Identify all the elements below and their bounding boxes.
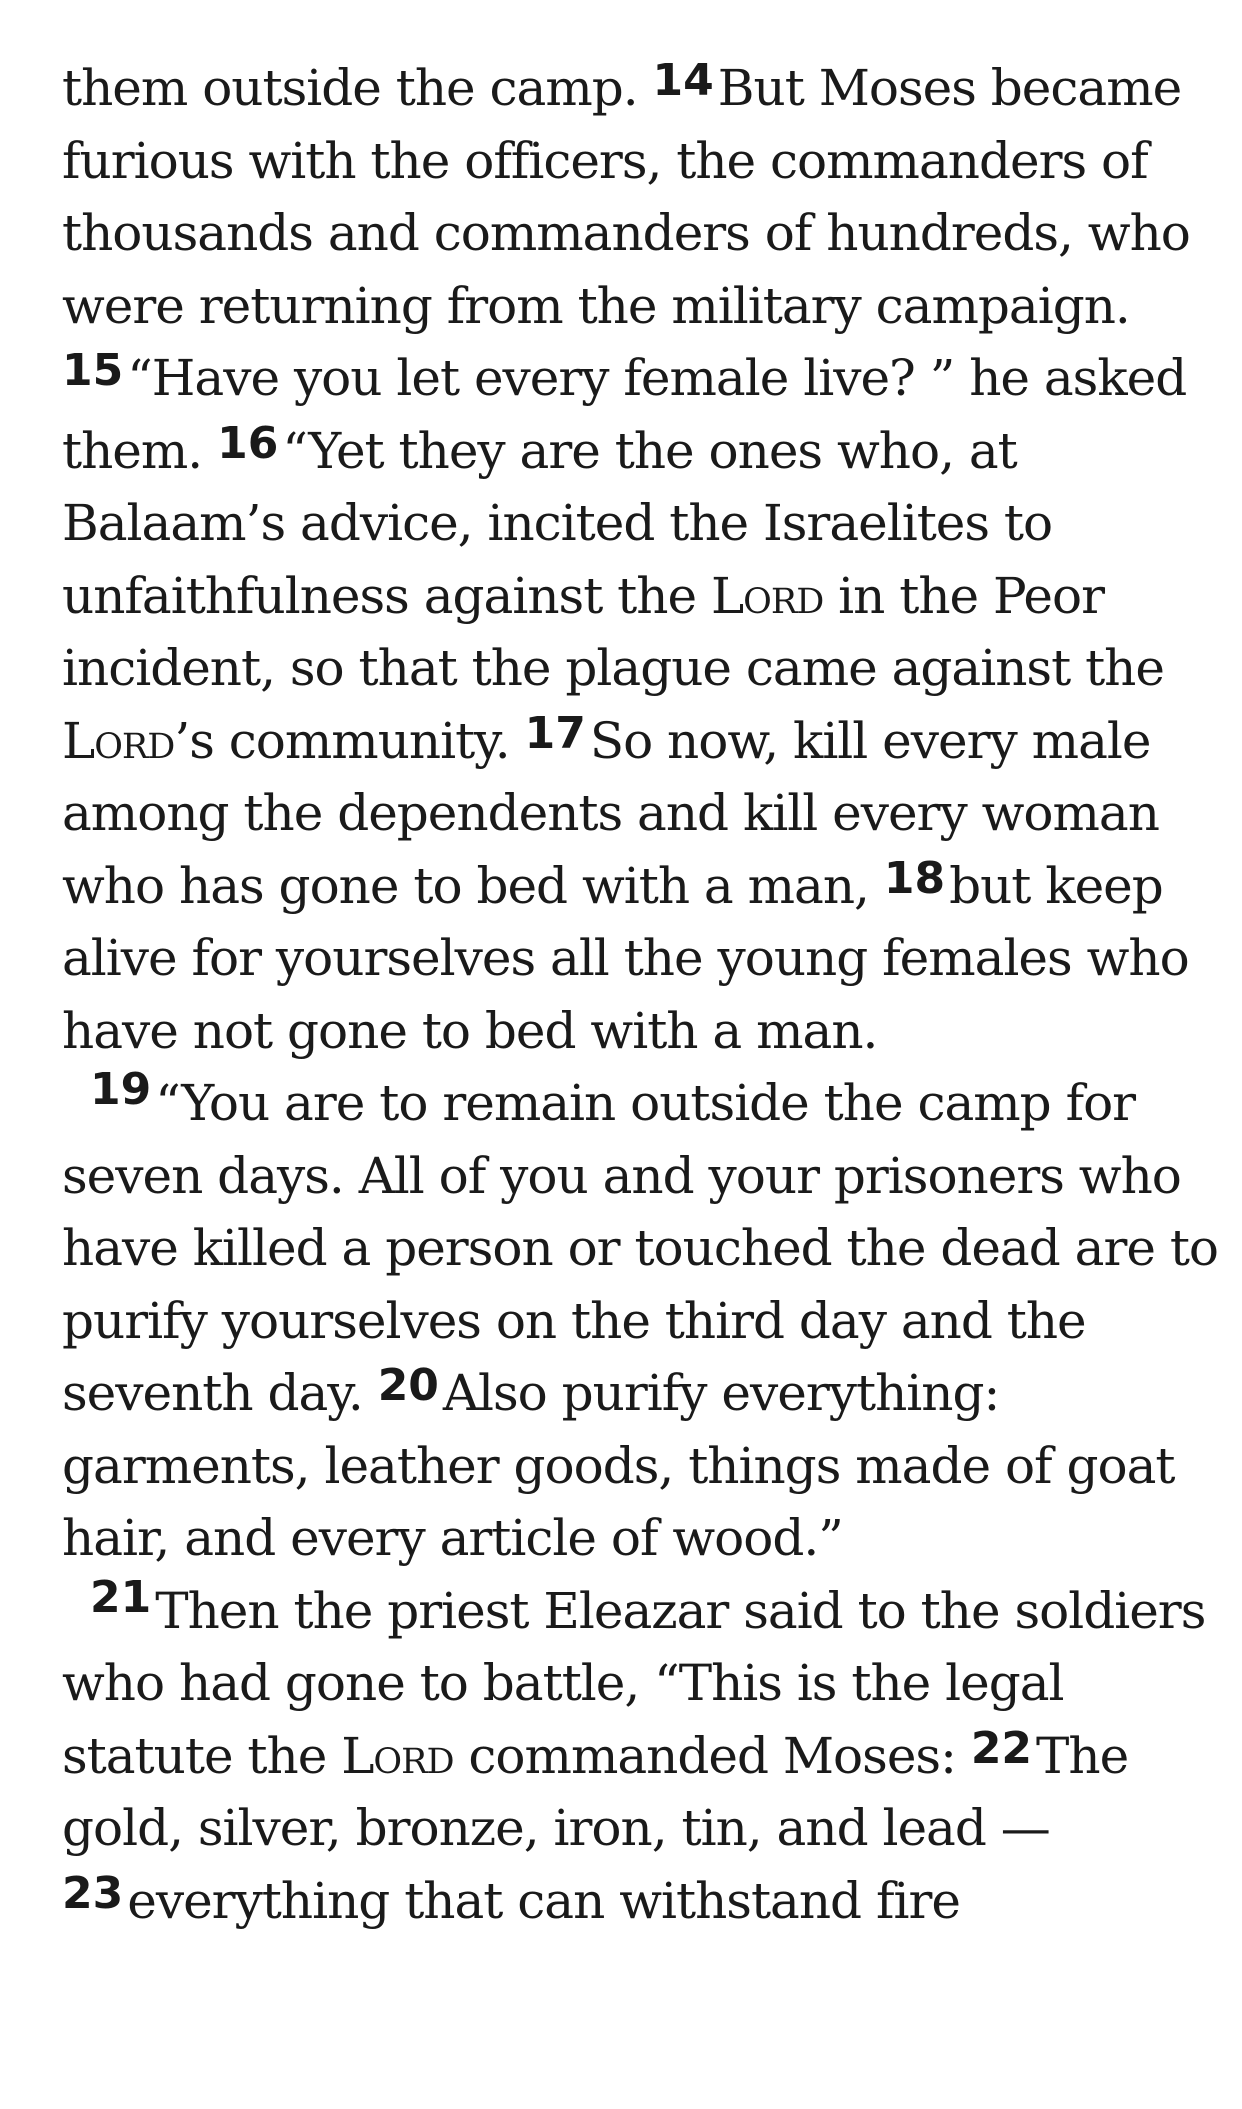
verse-text: ’s community. xyxy=(174,711,525,770)
verse-text: So now, kill every male among the dependents and kill every woman who has gone to bed with a man, xyxy=(62,711,1159,915)
verse-text: The gold, silver, bronze, iron, tin, and lead — xyxy=(62,1726,1129,1857)
paragraph-numbers-31-21-23 xyxy=(62,1571,1222,1938)
verse-text: “You are to remain outside the camp for seven days. All of you and your prisoners who have killed a person or touched the dead are to purify yourselves on the third day and the seventh day. xyxy=(62,1074,1219,1422)
verse-text: Then the priest Eleazar said to the soldiers who had gone to battle, “This is the legal statute the xyxy=(62,1581,1206,1785)
verse-number: 23 xyxy=(62,1867,124,1919)
verse-number: 21 xyxy=(90,1571,152,1623)
verse-number: 17 xyxy=(524,707,586,759)
divine-name: Lord xyxy=(62,711,175,770)
verse-number: 19 xyxy=(90,1064,152,1115)
verse-text: commanded Moses: xyxy=(453,1726,971,1785)
verse-text: but keep alive for yourselves all the young females who have not gone to bed with a man. xyxy=(62,856,1189,1060)
verse-number: 16 xyxy=(217,417,279,469)
paragraph-numbers-31-19-20 xyxy=(62,1064,1222,1575)
paragraph-numbers-31-13-18 xyxy=(62,52,1222,1067)
verse-number: 22 xyxy=(970,1722,1033,1774)
verse-text: in the Peor incident, so that the plague came against the xyxy=(62,566,1164,697)
verse-number: 18 xyxy=(883,852,946,904)
verse-text: them outside the camp. xyxy=(62,59,653,117)
scripture-page xyxy=(62,52,1222,1937)
verse-text: But Moses became furious with the officers, the commanders of thousands and commanders of hundreds, who were returning from the military campaign. xyxy=(62,59,1190,335)
verse-number: 14 xyxy=(652,55,714,106)
divine-name: Lord xyxy=(710,566,824,625)
verse-number: 15 xyxy=(62,345,124,396)
verse-text: “Yet they are the ones who, at Balaam’s advice, incited the Israelites to unfaithfulness against the xyxy=(62,421,1053,625)
verse-text: everything that can withstand fire xyxy=(127,1871,960,1930)
verse-text: Also purify everything: garments, leather goods, things made of goat hair, and every article of wood.” xyxy=(62,1364,1175,1567)
verse-text: “Have you let every female live? ” he asked them. xyxy=(62,349,1187,480)
verse-number: 20 xyxy=(377,1360,439,1411)
divine-name: Lord xyxy=(341,1726,454,1785)
